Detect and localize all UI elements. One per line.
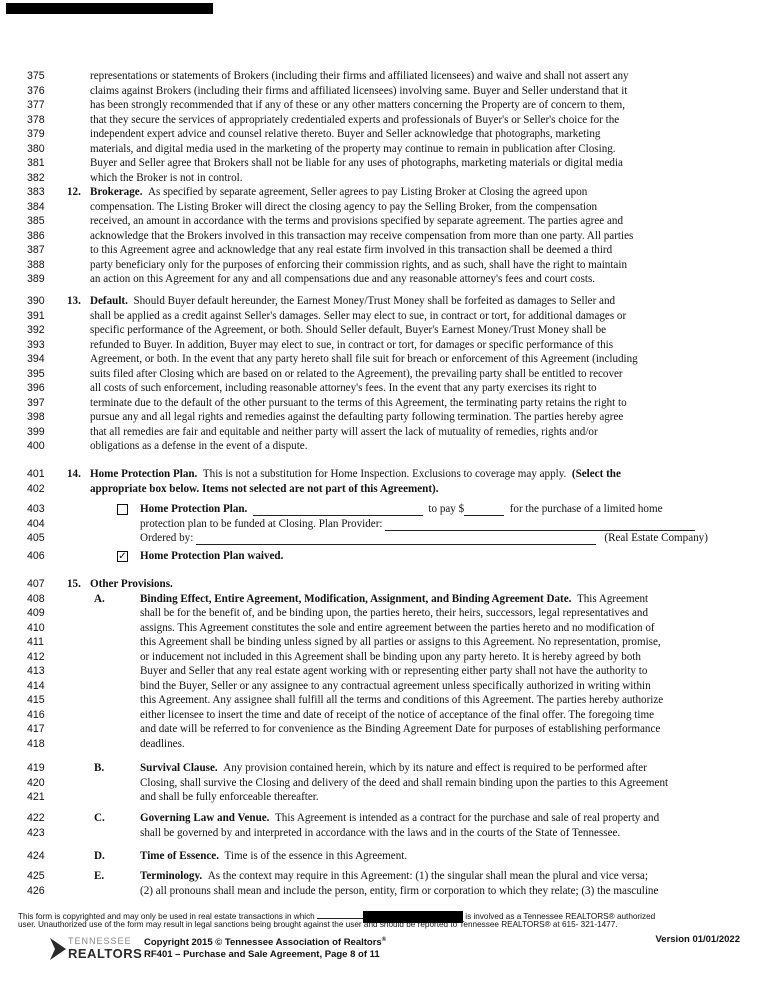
line-number: 415 (27, 694, 45, 706)
line-number: 378 (27, 113, 45, 126)
line-text (90, 352, 727, 366)
tail-text: (Real Estate Company) (604, 532, 708, 544)
body-text: and shall be fully enforceable thereafter. (140, 791, 319, 803)
copyright-block (144, 934, 386, 961)
document-line (27, 127, 747, 141)
bold-tail: (Select the (571, 468, 621, 480)
line-text (90, 113, 727, 127)
line-text (140, 693, 727, 707)
line-text (90, 410, 727, 424)
body-text: claims against Brokers (including their firms and affiliated licensees) involving same. Buyer and Seller understand that it (90, 84, 628, 97)
body-text: pursue any and all legal rights and remedies against the defaulting party following termination. The parties hereby agree (90, 411, 624, 423)
body-text: and date will be referred to for convenience as the Binding Agreement Date for purposes of establishing performance (140, 723, 661, 735)
document-line (27, 84, 747, 98)
line-text (90, 425, 727, 439)
document-line (27, 635, 747, 649)
section-marker: 15. (67, 578, 81, 590)
line-number: 419 (27, 762, 45, 774)
line-number: 398 (27, 411, 45, 423)
line-number: 400 (27, 440, 45, 452)
line-number: 389 (27, 273, 45, 285)
body-text: this Agreement. Any assignee shall fulfill all the terms and conditions of this Agreement. The parties hereby authorize (140, 694, 664, 706)
form-version: Version 01/01/2022 (655, 934, 740, 945)
document-line (27, 467, 747, 481)
document-line (27, 606, 747, 620)
line-text (90, 338, 727, 352)
footer-blank (317, 910, 363, 919)
line-number: 422 (27, 812, 45, 824)
document-line (27, 708, 747, 722)
line-text (140, 635, 727, 649)
body-text: This is not a substitution for Home Inspection. Exclusions to coverage may apply. (202, 468, 567, 480)
document-line (27, 294, 747, 308)
body-text: Buyer and Seller that any real estate agent working with or representing either party shall not have the authority to (140, 665, 648, 677)
section-marker: D. (94, 850, 105, 862)
document-line (27, 621, 747, 635)
document-line (27, 869, 747, 883)
line-number: 391 (27, 309, 45, 322)
line-number: 420 (27, 776, 45, 789)
line-text (140, 650, 727, 664)
line-number: 425 (27, 870, 45, 882)
line-number: 397 (27, 396, 45, 409)
section-heading: Home Protection Plan. (140, 503, 248, 515)
document-line (27, 69, 747, 83)
document-line (27, 737, 747, 751)
document-line (27, 214, 747, 228)
body-text: compensation. The Listing Broker will direct the closing agency to pay the Selling Broker, from the compensation (90, 200, 598, 213)
line-number: 426 (27, 884, 45, 897)
document-line (27, 142, 747, 156)
body-text: that they secure the services of appropriately credentialed experts and professionals of Buyer's or Seller's choice for the (90, 113, 620, 126)
document-line (27, 849, 747, 863)
body-text: party beneficiary only for the purposes of enforcing their commission rights, and as such, shall have the right to maintain (90, 258, 627, 271)
body-text: As the context may require in this Agreement: (1) the singular shall mean the plural and vice versa; (207, 870, 648, 882)
document-line (27, 650, 747, 664)
body-text: refunded to Buyer. In addition, Buyer may elect to sue, in contract or tort, for damages or specific performance of this (90, 338, 614, 351)
body-text: suits filed after Closing which are based on or related to the Agreement), the prevailing party shall be entitled to recover (90, 367, 623, 380)
body-text: which the Broker is not in control. (90, 171, 243, 184)
document-line (27, 272, 747, 286)
document-line (27, 722, 747, 736)
document-line (27, 171, 747, 185)
line-number: 399 (27, 425, 45, 438)
line-text (140, 708, 727, 722)
line-number: 375 (27, 70, 45, 82)
line-text (90, 84, 727, 98)
home-protection-plan-checkbox[interactable] (117, 504, 128, 515)
logo-chevron-icon (50, 938, 66, 960)
section-heading: Home Protection Plan waived. (140, 550, 284, 562)
line-number: 424 (27, 850, 45, 862)
line-text (90, 309, 727, 323)
line-number: 394 (27, 353, 45, 365)
body-text: terminate due to the default of the other pursuant to the terms of this Agreement, the terminating party retains the right to (90, 396, 627, 409)
line-text (140, 869, 727, 883)
section-marker: 12. (67, 186, 81, 198)
line-text (90, 243, 727, 257)
document-line (27, 352, 747, 366)
line-number: 411 (27, 636, 44, 648)
document-line (27, 776, 747, 790)
body-text: specific performance of the Agreement, or both. Should Seller default, Buyer's Earnest Money/Trust Money shall be (90, 324, 607, 336)
footer-notice-line-2: user. Unauthorized use of the form may result in legal sanctions being brought against the user and should be reported to Tennessee REALTORS® at 615- 321-1477. (18, 920, 618, 929)
line-text (90, 482, 727, 496)
line-number: 384 (27, 200, 45, 213)
line-text (90, 185, 727, 199)
line-text (90, 367, 727, 381)
footer-notice-1a: This form is copyrighted and may only be used in real estate transactions in which (18, 912, 315, 921)
document-line (27, 381, 747, 395)
document-line (27, 439, 747, 453)
section-heading: Binding Effect, Entire Agreement, Modification, Assignment, and Binding Agreement Date. (140, 592, 572, 605)
document-line (27, 549, 747, 563)
line-number: 409 (27, 607, 45, 619)
body-text: acknowledge that the Brokers involved in this transaction may receive compensation from more than one party. All parties (90, 229, 634, 242)
line-text (90, 156, 727, 170)
document-line (27, 502, 747, 516)
body-text: Closing, shall survive the Closing and delivery of the deed and shall remain binding upon the parties to this Agreement (140, 776, 669, 789)
line-text (90, 200, 727, 214)
body-text: an action on this Agreement for any and all compensations due and any reasonable attorney's fees and court costs. (90, 273, 596, 285)
line-text (90, 439, 727, 453)
section-heading: Governing Law and Venue. (140, 812, 270, 824)
document-line (27, 323, 747, 337)
body-text: Agreement, or both. In the event that any party hereto shall file suit for breach or enforcement of this Agreement (including (90, 353, 638, 365)
document-line (27, 309, 747, 323)
document-line (27, 410, 747, 424)
line-number: 408 (27, 592, 45, 605)
line-number: 380 (27, 142, 45, 155)
line-text (90, 577, 727, 591)
section-marker: C. (94, 812, 105, 824)
line-text (90, 127, 727, 141)
line-number: 421 (27, 791, 45, 803)
line-text (90, 323, 727, 337)
redaction-bar-top (6, 3, 213, 14)
line-text (140, 621, 727, 635)
line-number: 406 (27, 550, 45, 562)
line-text (90, 142, 727, 156)
line-number: 383 (27, 186, 45, 198)
section-marker: 13. (67, 295, 81, 307)
line-number: 377 (27, 99, 45, 111)
document-line (27, 338, 747, 352)
body-text: Should Buyer default hereunder, the Earnest Money/Trust Money shall be forfeited as damages to Seller and (133, 295, 616, 307)
body-text: bind the Buyer, Seller or any assignee to any contractual agreement unless specifically authorized in writing within (140, 679, 651, 692)
line-text (90, 294, 727, 308)
line-text (140, 737, 727, 751)
document-line (27, 531, 747, 545)
section-heading: Default. (90, 295, 128, 307)
line-number: 403 (27, 503, 45, 515)
line-text (140, 531, 727, 545)
document-line (27, 229, 747, 243)
line-text (90, 467, 727, 481)
document-line (27, 113, 747, 127)
line-number: 376 (27, 84, 45, 97)
body-text: Any provision contained herein, which by its nature and effect is required to be performed after (223, 762, 647, 774)
line-number: 392 (27, 324, 45, 336)
section-heading: Home Protection Plan. (90, 468, 198, 480)
document-line (27, 790, 747, 804)
line-number: 423 (27, 826, 45, 839)
section-heading: Other Provisions. (90, 578, 173, 590)
body-text: This Agreement is intended as a contract for the purchase and sale of real property and (275, 812, 660, 824)
line-text (140, 790, 727, 804)
line-number: 412 (27, 650, 45, 663)
line-number: 416 (27, 708, 45, 721)
document-line (27, 761, 747, 775)
document-line (27, 826, 747, 840)
document-line (27, 396, 747, 410)
copyright-sup: ® (381, 937, 387, 943)
section-marker: E. (94, 870, 105, 882)
line-text (140, 664, 727, 678)
body-text: this Agreement shall be binding unless signed by all parties or assigns to this Agreement. No representation, promise, (140, 636, 661, 648)
line-text (140, 679, 727, 693)
line-text (90, 98, 727, 112)
document-line (27, 425, 747, 439)
line-number: 414 (27, 679, 45, 692)
body-text: As specified by separate agreement, Seller agrees to pay Listing Broker at Closing the agreed upon (148, 186, 588, 198)
line-text (140, 761, 727, 775)
plan-provider-field[interactable] (385, 519, 695, 531)
line-text (90, 258, 727, 272)
document-line (27, 517, 747, 531)
body-text: shall be governed by and interpreted in accordance with the laws and in the courts of the State of Tennessee. (140, 826, 621, 839)
line-number: 413 (27, 665, 45, 677)
body-text: to this Agreement agree and acknowledge that any real estate firm involved in this transaction shall be deemed a third (90, 244, 613, 256)
body-text: protection plan to be funded at Closing. Plan Provider: (140, 517, 383, 530)
section-heading: Brokerage. (90, 186, 143, 198)
line-text (140, 502, 727, 516)
body-text: (2) all pronouns shall mean and include the person, entity, firm or corporation to which they relate; (3) the masculine (140, 884, 659, 897)
body-text: either licensee to insert the time and date of receipt of the notice of acceptance of the final offer. The foregoing time (140, 708, 654, 721)
line-number: 404 (27, 517, 45, 530)
line-number: 381 (27, 157, 45, 169)
body-text: Time is of the essence in this Agreement. (224, 850, 408, 862)
line-number: 401 (27, 468, 45, 480)
body-text: all costs of such enforcement, including reasonable attorney's fees. In the event that any party exercises its right to (90, 382, 597, 394)
line-text (140, 849, 727, 863)
document-line (27, 679, 747, 693)
bold-text: appropriate box below. Items not selected are not part of this Agreement). (90, 482, 439, 495)
body-text: representations or statements of Brokers (including their firms and affiliated licensees) and waive and shall not assert any (90, 70, 629, 82)
document-line (27, 884, 747, 898)
line-text (90, 272, 727, 286)
footer-notice-1b: is involved as a Tennessee REALTORS® authorized (465, 912, 656, 921)
section-heading: Time of Essence. (140, 850, 219, 862)
line-number: 405 (27, 532, 45, 544)
plan-name-field[interactable] (253, 504, 423, 516)
body-text: assigns. This Agreement constitutes the sole and entire agreement between the parties hereto and no modification of (140, 621, 655, 634)
line-text (90, 229, 727, 243)
line-number: 387 (27, 244, 45, 256)
document-line (27, 200, 747, 214)
body-text: independent expert advice and counsel relative thereto. Buyer and Seller acknowledge that photographs, marketing (90, 128, 601, 140)
section-heading: Survival Clause. (140, 762, 218, 774)
plan-amount-field[interactable] (464, 504, 504, 516)
body-text: received, an amount in accordance with the terms and provisions specified by separate agreement. The parties agree and (90, 215, 623, 227)
line-number: 386 (27, 229, 45, 242)
ordered-by-field[interactable] (196, 533, 596, 545)
body-text: that all remedies are fair and equitable and neither party will assert the lack of mutuality of remedies, rights and/or (90, 425, 598, 438)
body-text: has been strongly recommended that if any of these or any other matters concerning the Property are of concern to them, (90, 99, 626, 111)
body-text: or inducement not included in this Agreement shall be binding upon any party hereto. It is hereby agreed by both (140, 650, 641, 663)
line-text (140, 722, 727, 736)
line-number: 393 (27, 338, 45, 351)
line-number: 390 (27, 295, 45, 307)
pay-label: to pay $ (428, 503, 465, 515)
section-marker: 14. (67, 468, 81, 480)
document-line (27, 258, 747, 272)
line-number: 396 (27, 382, 45, 394)
line-number: 382 (27, 171, 45, 184)
line-number: 407 (27, 578, 45, 590)
document-line (27, 811, 747, 825)
line-number: 402 (27, 482, 45, 495)
logo-text-realtors: REALTORS (68, 946, 143, 961)
body-text: shall be for the benefit of, and be binding upon, the parties hereto, their heirs, successors, legal representatives and (140, 607, 648, 619)
body-text: Ordered by: (140, 532, 194, 544)
line-number: 379 (27, 128, 45, 140)
copyright-text: Copyright 2015 © Tennessee Association of Realtors (144, 937, 382, 949)
line-text (90, 381, 727, 395)
document-line (27, 367, 747, 381)
document-line (27, 156, 747, 170)
body-text: Buyer and Seller agree that Brokers shall not be liable for any uses of photographs, marketing materials or digital media (90, 157, 623, 169)
line-text (90, 214, 727, 228)
body-text: shall be applied as a credit against Seller's damages. Seller may elect to sue, in contract or tort, for additional damages or (90, 309, 627, 322)
line-text (90, 171, 727, 185)
body-text: deadlines. (140, 737, 185, 750)
line-text (140, 884, 727, 898)
tennessee-realtors-logo (50, 934, 150, 966)
form-title: RF401 – Purchase and Sale Agreement, Page 8 of 11 (144, 949, 380, 961)
line-number: 388 (27, 258, 45, 271)
body-text: obligations as a defense in the event of a dispute. (90, 440, 308, 452)
document-line (27, 693, 747, 707)
document-line (27, 664, 747, 678)
line-text (140, 811, 727, 825)
line-text (140, 517, 727, 531)
document-line (27, 185, 747, 199)
line-text (90, 69, 727, 83)
document-line (27, 98, 747, 112)
home-protection-waived-checkbox[interactable]: ✓ (118, 551, 127, 562)
line-number: 395 (27, 367, 45, 380)
document-line (27, 577, 747, 591)
line-text (140, 592, 727, 606)
line-text (90, 396, 727, 410)
line-number: 385 (27, 215, 45, 227)
line-text (140, 776, 727, 790)
line-number: 418 (27, 737, 45, 750)
section-marker: A. (94, 592, 105, 605)
line-text (140, 549, 727, 563)
line-number: 410 (27, 621, 45, 634)
document-line (27, 243, 747, 257)
section-marker: B. (94, 762, 105, 774)
section-heading: Terminology. (140, 870, 203, 882)
line-text (140, 826, 727, 840)
document-line (27, 592, 747, 606)
document-line (27, 482, 747, 496)
plan-rest-text: for the purchase of a limited home (509, 503, 663, 515)
body-text: This Agreement (576, 592, 649, 605)
body-text: materials, and digital media used in the marketing of the property may continue to remain in publication after Closing. (90, 142, 616, 155)
line-text (140, 606, 727, 620)
line-number: 417 (27, 723, 45, 735)
logo-text-tennessee: TENNESSEE (68, 936, 132, 946)
